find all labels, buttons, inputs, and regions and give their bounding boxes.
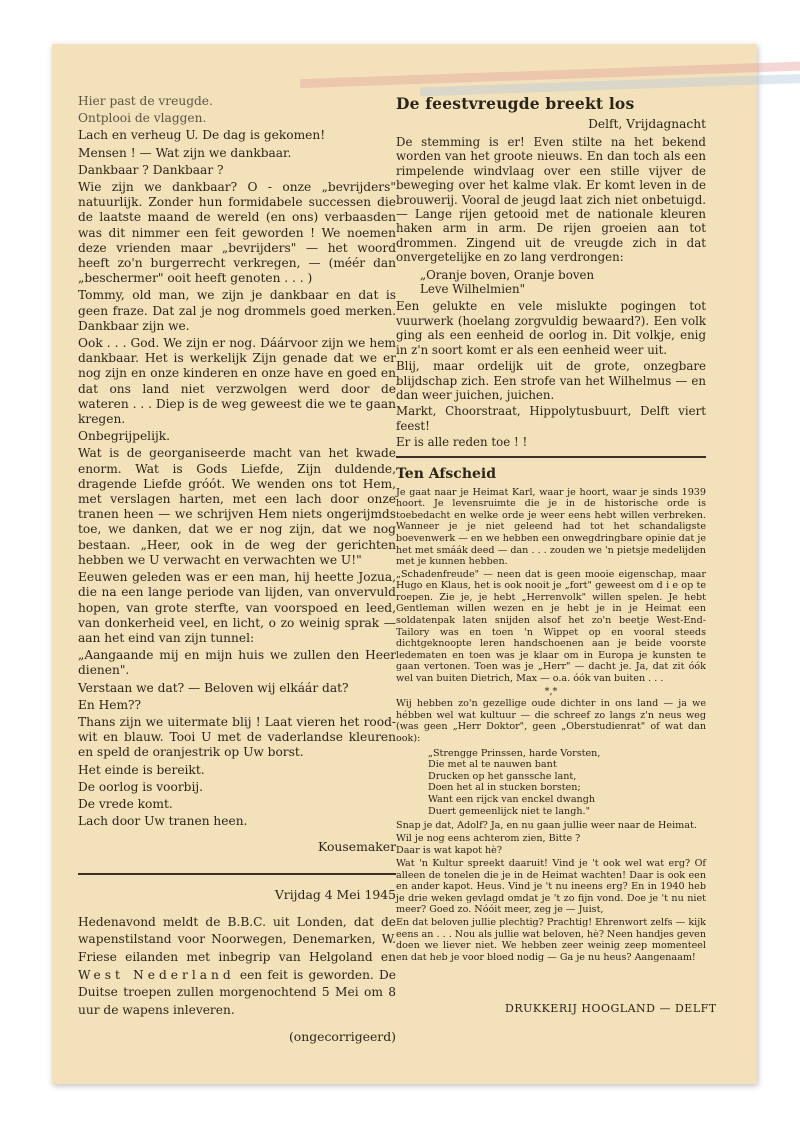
intro-line: Hier past de vreugde.	[78, 94, 213, 108]
paragraph: Wij hebben zo'n gezellige oude dichter in ons land — ja we hébben wel wat kultuur — die schreef zo langs z'n neus weg (was geen „Herr Doktor", geen „Oberstudienrat" of wat dan ook):	[396, 698, 706, 744]
song-line: „Oranje boven, Oranje boven	[420, 267, 595, 282]
closing-line: De vrede komt.	[78, 796, 173, 811]
paragraph: En dat beloven jullie plechtig? Prachtig! Ehrenwort zelfs — kijk eens an . . . Nou als jullie wat beloven, hè? Neen handjes geven doen we liever niet. We hebben zeer weinig zeep momenteel en dat heb je voor bloed nodig — Ga je nu heus? Aangenaam!	[396, 916, 706, 963]
paragraph: Je gaat naar je Heimat Karl, waar je hoort, waar je sinds 1939 hoort. Je levensruimte die je in de historische orde is toebedacht en welke orde je weer eens hebt willen verbreken. Wanneer je je niet geleend had tot het schandaligste boevenwerk — en we hebben een onwegdringbare opinie dat je het met smáák deed — dan . . . zouden we 'n pietsje medelijden met je kunnen hebben.	[396, 486, 706, 568]
bbc-text: een feit is geworden. De Duitse troepen zullen morgenochtend 5 Mei om 8 uur de wapens inleveren.	[78, 967, 397, 1017]
author-signature: Kousemaker	[318, 839, 396, 855]
song-verse	[396, 268, 706, 297]
bbc-note: (ongecorrigeerd)	[288, 1029, 396, 1045]
closing-line: Lach door Uw tranen heen.	[78, 814, 248, 829]
intro-line: Lach en verheug U. De dag is gekomen!	[78, 128, 326, 143]
left-column	[78, 94, 396, 1045]
separator-stars: *,*	[544, 685, 558, 697]
poem-line: Doen het al in stucken borsten;	[428, 782, 581, 794]
paragraph: Een gelukte en vele mislukte pogingen tot vuurwerk (hoelang zorgvuldig bewaard?). Een volk ging als een eenheid de oorlog in. Dit volkje, enig in z'n soort komt er als een eenheid weer uit.	[396, 299, 706, 357]
paragraph: Snap je dat, Adolf? Ja, en nu gaan jullie weer naar de Heimat.	[396, 820, 697, 832]
paragraph: Eeuwen geleden was er een man, hij heette Jozua, die na een lange periode van lijden, van onvervuld hopen, van grote sterfte, van voorspoed en leed, van donkerheid veel, en licht, o zo weinig sprak — aan het eind van zijn tunnel:	[78, 570, 396, 645]
paragraph: Markt, Choorstraat, Hippolytusbuurt, Delft viert feest!	[396, 404, 706, 433]
right-column	[396, 94, 706, 964]
bbc-text: Hedenavond meldt de B.B.C. uit Londen, dat de wapenstilstand voor Noorwegen, Denemarken, W. Friese eilanden met inbegrip van Helgoland en	[78, 914, 396, 964]
printer-imprint: DRUKKERIJ HOOGLAND — DELFT	[505, 1002, 717, 1015]
paragraph: Daar is wat kapot hè?	[396, 845, 502, 857]
paragraph: Onbegrijpelijk.	[78, 429, 171, 444]
paragraph: Ook . . . God. We zijn er nog. Dáárvoor zijn we hem dankbaar. Het is werkelijk Zijn genade dat we er nog zijn en onze kinderen en onze have en goed en dat ons land niet verzwolgen werd door de wateren . . . Diep is de weg geweest die we te gaan kregen.	[78, 336, 396, 427]
bbc-text-spaced: West Nederland	[78, 967, 235, 982]
afscheid-article	[396, 487, 706, 964]
bbc-date: Vrijdag 4 Mei 1945	[274, 886, 396, 902]
poem	[396, 748, 706, 818]
intro-line: Ontplooi de vlaggen.	[78, 111, 207, 126]
headline: De feestvreugde breekt los	[396, 94, 635, 113]
celebration-article	[396, 135, 706, 450]
section-divider	[396, 456, 706, 458]
intro-line: Dankbaar ? Dankbaar ?	[78, 162, 224, 177]
closing-line: De oorlog is voorbij.	[78, 779, 204, 794]
poem-line: Duert gemeenlijck niet te langh."	[428, 805, 590, 817]
paragraph: En Hem??	[78, 697, 142, 712]
intro-line: Mensen ! — Wat zijn we dankbaar.	[78, 145, 292, 160]
paragraph: Wil je nog eens achterom zien, Bitte ?	[396, 832, 581, 844]
poem-line: Die met al te nauwen bant	[428, 759, 557, 771]
paragraph: „Aangaande mij en mijn huis we zullen den Heer dienen".	[78, 648, 396, 678]
paragraph: Thans zijn we uitermate blij ! Laat vieren het rood-wit en blauw. Tooi U met de vaderlandse kleuren en speld de oranjestrik op Uw borst.	[78, 714, 396, 760]
paragraph: „Schadenfreude" — neen dat is geen mooie eigenschap, maar Hugo en Klaus, het is ook nooit je „fort" geweest om d i e op te roepen. Zie je, je hebt „Herrenvolk" willen spelen. Je hebt Gentleman willen wezen en je hebt je in je Heimat een soldatenpak laten snijden alsof het zo'n beetje West-End-Tailory was en toen 'n Wippet op en vooral steeds dichtgeknoopte leren handschoenen aan je beide voorste ledematen en toen was je klaar om in Europa je kunsten te gaan vertonen. Toen was je „Herr" — dacht je. Ja, dat zit óók wel van buiten Dietrich, Max — o.a. óók van buiten . . .	[396, 568, 706, 685]
paragraph: Wat is de georganiseerde macht van het kwade enorm. Wat is Gods Liefde, Zijn duldende, dragende Liefde gróót. We wenden ons tot Hem, met verslagen harten, met een lach door onze tranen heen — we schrijven Hem niets ongerijmds toe, we danken, dat we er nog zijn, dat we nog bestaan. „Heer, ook in de weg der gerichten hebben we U verwacht en verwachten we U!"	[78, 446, 396, 567]
paragraph: Tommy, old man, we zijn je dankbaar en dat is geen fraze. Dat zal je nog drommels goed merken. Dankbaar zijn we.	[78, 288, 396, 333]
song-line: Leve Wilhelmien"	[420, 282, 525, 297]
paragraph: Er is alle reden toe ! !	[396, 435, 528, 450]
afscheid-title: Ten Afscheid	[396, 465, 497, 482]
dateline: Delft, Vrijdagnacht	[588, 117, 706, 131]
poem-line: „Strengge Prinssen, harde Vorsten,	[428, 747, 601, 759]
paragraph: Wat 'n Kultur spreekt daaruit! Vind je 't ook wel wat erg? Of alleen de tonelen die je in de Heimat wachten! Daar is ook een en ander kapot. Heus. Vind je 't nu ineens erg? En in 1940 heb je drie weken gevlagd omdat je 't zo fijn vond. Doe je 't nu niet meer? Goed zo. Nóóit meer, zeg je — Juist,	[396, 857, 706, 916]
paragraph: Blij, maar ordelijk uit de grote, onzegbare blijdschap zich. Een strofe van het Wilhelmus — en dan weer juichen, juichen.	[396, 359, 706, 402]
paragraph: Wie zijn we dankbaar? O - onze „bevrijders" natuurlijk. Zonder hun formidabele successen die de laatste maand de wereld (en ons) verbaasden was dit nimmer een feit geworden ! We noemen deze vrienden maar „bevrijders" — het woord heeft zo'n burgerrecht verkregen, — (méér dan „beschermer" ooit heeft genoten . . . )	[78, 180, 396, 286]
bbc-report	[78, 914, 396, 1045]
poem-line: Drucken op het ganssche lant,	[428, 770, 577, 782]
section-divider	[78, 873, 396, 875]
closing-line: Het einde is bereikt.	[78, 762, 205, 777]
poem-line: Want een rijck van enckel dwangh	[428, 793, 596, 805]
paragraph: De stemming is er! Even stilte na het bekend worden van het groote nieuws. En dan toch als een rimpelende windvlaag over een stille vijver de beweging over het kalme vlak. Er komt leven in de brouwerij. Vooral de jeugd laat zich niet onbetuigd. — Lange rijen getooid met de nationale kleuren haken arm in arm. De rijen groeien aan tot drommen. Zingend uit de vreugde zich in dat onvergetelijke en zo lang verdrongen:	[396, 135, 706, 265]
paragraph: Verstaan we dat? — Beloven wij elkáár dat?	[78, 680, 349, 695]
